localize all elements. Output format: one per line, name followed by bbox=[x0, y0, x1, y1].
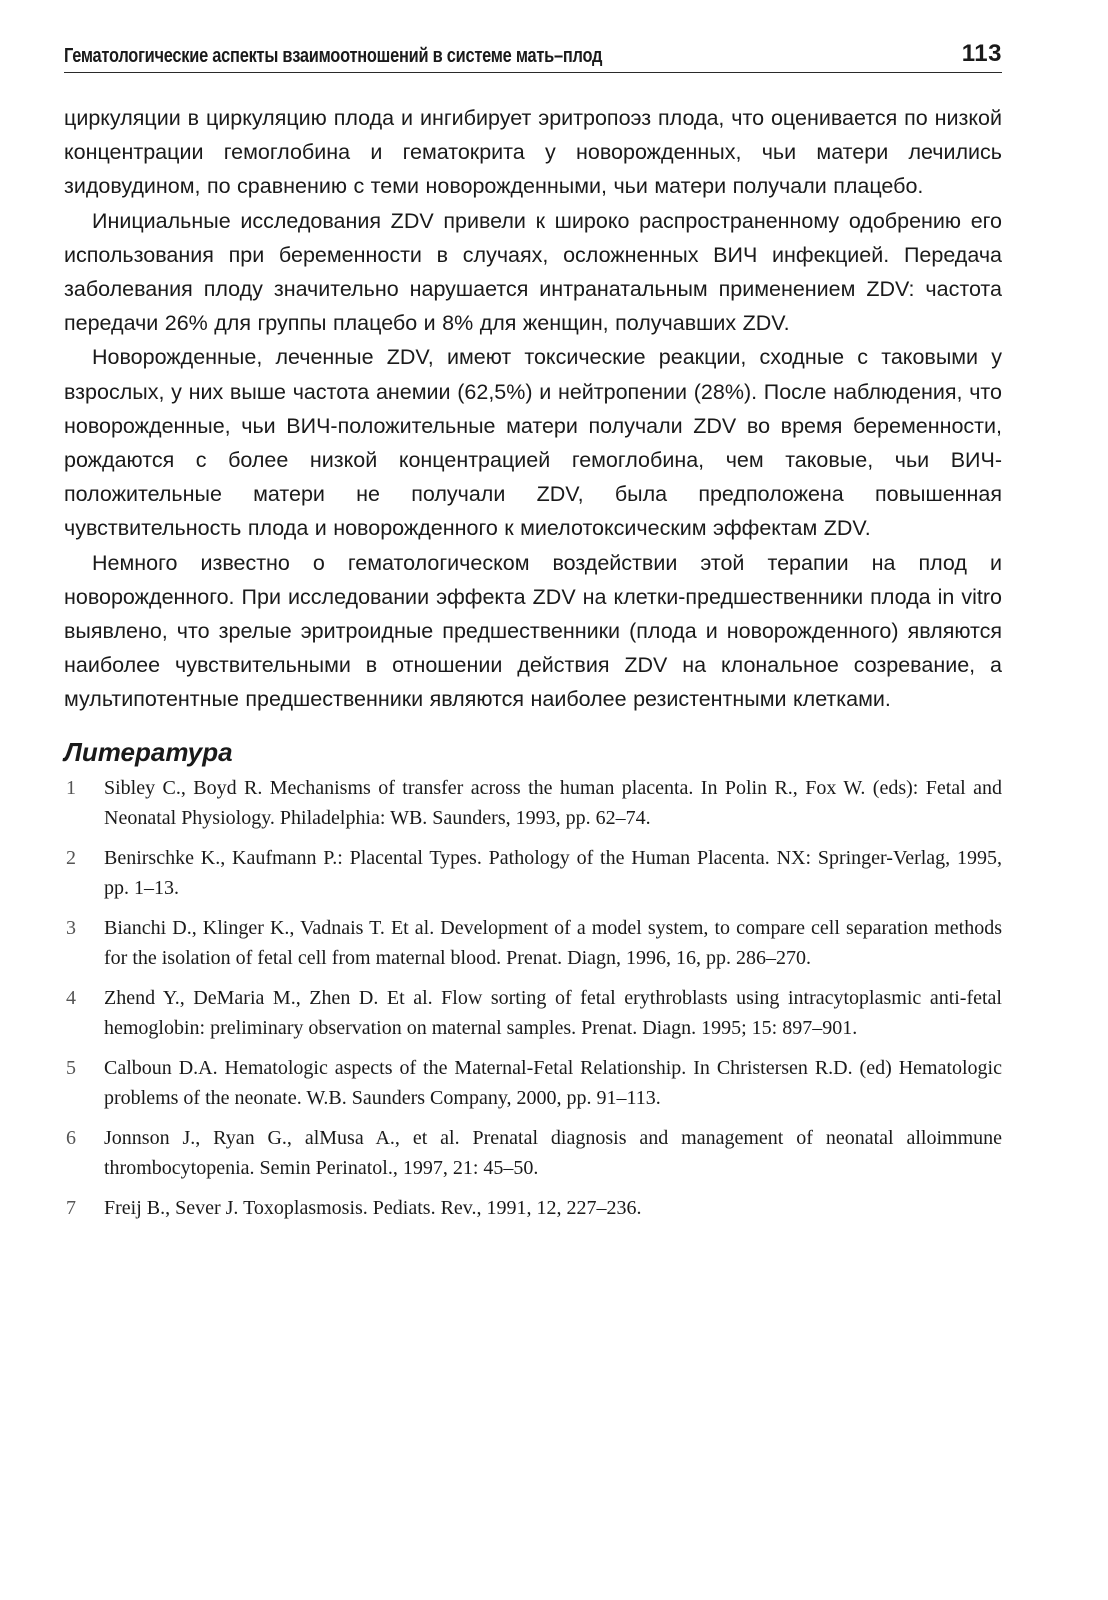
reference-number: 6 bbox=[66, 1126, 76, 1149]
paragraph: Немного известно о гематологическом воздействии этой терапии на плод и новорожденного. При исследовании эффекта ZDV на клетки-предшественники плода in vitro выявлено, что зрелые эритроидные предшественники (плода и новорожденного) являются наиболее чувствительными в отношении действия ZDV на клональное созревание, а мультипотентные предшественники являются наиболее резистентными клетками. bbox=[64, 550, 1002, 712]
reference-text: Freij B., Sever J. Toxoplasmosis. Pediats. Rev., 1991, 12, 227–236. bbox=[104, 1196, 642, 1219]
reference-item bbox=[64, 983, 1002, 1043]
reference-number: 1 bbox=[66, 776, 76, 799]
paragraph: циркуляции в циркуляцию плода и ингибирует эритропоэз плода, что оценивается по низкой концентрации гемоглобина и гематокрита у новорожденных, чьи матери лечились зидовудином, по сравнению с теми новорожденными, чьи матери получали плацебо. bbox=[64, 106, 1002, 199]
reference-number: 5 bbox=[66, 1056, 76, 1079]
running-head bbox=[64, 40, 1002, 73]
paragraph: Инициальные исследования ZDV привели к широко распространенному одобрению его использования при беременности в случаях, осложненных ВИЧ инфекцией. Передача заболевания плоду значительно нарушается интранатальным применением ZDV: частота передачи 26% для группы плацебо и 8% для женщин, получавших ZDV. bbox=[64, 208, 1002, 336]
body-text bbox=[64, 101, 1002, 717]
running-title: Гематологические аспекты взаимоотношений в системе мать–плод bbox=[64, 45, 603, 67]
references-list bbox=[64, 773, 1002, 1223]
reference-item bbox=[64, 1123, 1002, 1183]
reference-item bbox=[64, 843, 1002, 903]
reference-text: Sibley C., Boyd R. Mechanisms of transfer across the human placenta. In Polin R., Fox W. (eds): Fetal and Neonatal Physiology. Philadelphia: WB. Saunders, 1993, pp. 62–74. bbox=[104, 776, 1002, 829]
reference-text: Zhend Y., DeMaria M., Zhen D. Et al. Flow sorting of fetal erythroblasts using intracytoplasmic anti-fetal hemoglobin: preliminary observation on maternal samples. Prenat. Diagn. 1995; 15: 897–901. bbox=[104, 986, 1002, 1039]
reference-item bbox=[64, 773, 1002, 833]
page-number: 113 bbox=[961, 40, 1002, 67]
reference-text: Bianchi D., Klinger K., Vadnais T. Et al. Development of a model system, to compare cell separation methods for the isolation of fetal cell from maternal blood. Prenat. Diagn, 1996, 16, pp. 286–270. bbox=[104, 916, 1002, 969]
reference-number: 3 bbox=[66, 916, 76, 939]
reference-text: Jonnson J., Ryan G., alMusa A., et al. Prenatal diagnosis and management of neonatal alloimmune thrombocytopenia. Semin Perinatol., 1997, 21: 45–50. bbox=[104, 1126, 1002, 1179]
reference-item bbox=[64, 913, 1002, 973]
reference-text: Calboun D.A. Hematologic aspects of the Maternal-Fetal Relationship. In Christersen R.D. (ed) Hematologic problems of the neonate. W.B. Saunders Company, 2000, pp. 91–113. bbox=[104, 1056, 1002, 1109]
reference-item bbox=[64, 1053, 1002, 1113]
references-heading: Литература bbox=[64, 736, 233, 767]
reference-number: 7 bbox=[66, 1196, 76, 1219]
reference-item bbox=[64, 1193, 1002, 1223]
reference-number: 4 bbox=[66, 986, 76, 1009]
paragraph: Новорожденные, леченные ZDV, имеют токсические реакции, сходные с таковыми у взрослых, у них выше частота анемии (62,5%) и нейтропении (28%). После наблюдения, что новорожденные, чьи ВИЧ-положительные матери получали ZDV во время беременности, рождаются с более низкой концентрацией гемоглобина, чем таковые, чьи ВИЧ-положительные матери не получали ZDV, была предположена повышенная чувствительность плода и новорожденного к миелотоксическим эффектам ZDV. bbox=[64, 345, 1002, 541]
reference-text: Benirschke K., Kaufmann P.: Placental Types. Pathology of the Human Placenta. NX: Springer-Verlag, 1995, pp. 1–13. bbox=[104, 846, 1002, 899]
reference-number: 2 bbox=[66, 846, 76, 869]
